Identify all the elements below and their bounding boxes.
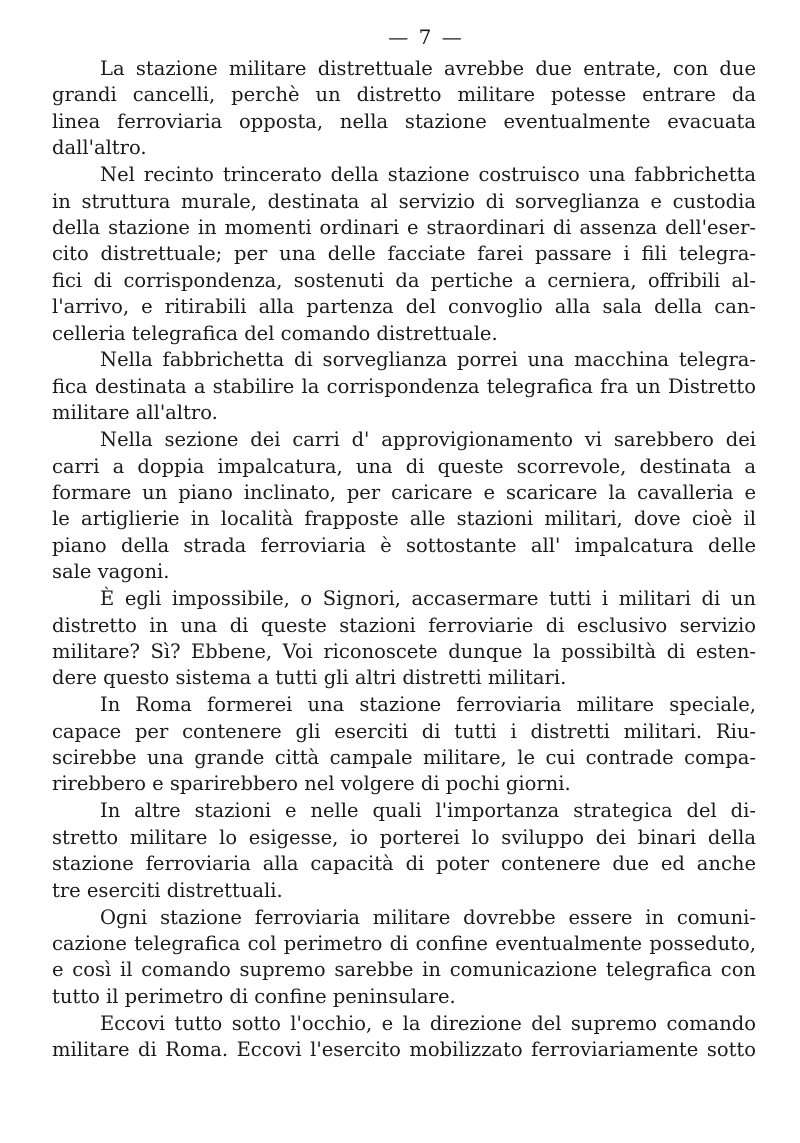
- paragraph: [52, 347, 756, 426]
- page-number: — 7 —: [388, 25, 464, 49]
- paragraph: [52, 586, 756, 692]
- text-line: Nella sezione dei carri d' approvigionamento vi sarebbero dei: [100, 428, 756, 452]
- text-line: distretto in una di queste stazioni ferroviarie di esclusivo servizio: [52, 613, 756, 637]
- text-line: grandi cancelli, perchè un distretto militare potesse entrare da: [52, 83, 756, 107]
- text-line: stretto militare lo esigesse, io porterei lo sviluppo dei binari della: [52, 825, 756, 849]
- text-line: È egli impossibile, o Signori, accasermare tutti i militari di un: [100, 587, 756, 611]
- text-line: rirebbero e sparirebbero nel volgere di pochi giorni.: [52, 772, 571, 796]
- text-line: cazione telegrafica col perimetro di confine eventualmente posseduto,: [52, 931, 756, 955]
- text-line: In Roma formerei una stazione ferroviaria militare speciale,: [100, 693, 756, 717]
- paragraph: [52, 798, 756, 904]
- text-line: e così il comando supremo sarebbe in comunicazione telegrafica con: [52, 958, 756, 982]
- paragraph: [52, 905, 756, 1011]
- text-line: Nella fabbrichetta di sorveglianza porrei una macchina telegra-: [100, 348, 756, 372]
- text-line: militare? Sì? Ebbene, Voi riconoscete dunque la possibiltà di esten-: [52, 639, 756, 663]
- text-line: dall'altro.: [52, 136, 147, 160]
- text-line: Eccovi tutto sotto l'occhio, e la direzione del supremo comando: [100, 1011, 756, 1035]
- paragraph: [52, 162, 756, 347]
- text-line: La stazione militare distrettuale avrebbe due entrate, con due: [100, 57, 756, 80]
- text-line: Nel recinto trincerato della stazione costruisco una fabbrichetta: [100, 163, 756, 187]
- text-line: formare un piano inclinato, per caricare e scaricare la cavalleria e: [52, 481, 756, 504]
- text-line: In altre stazioni e nelle quali l'importanza strategica del di-: [100, 799, 756, 823]
- paragraph: [52, 692, 756, 798]
- text-line: cito distrettuale; per una delle facciate farei passare i fili telegra-: [52, 242, 756, 266]
- text-line: della stazione in momenti ordinari e straordinari di assenza dell'eser-: [52, 215, 756, 239]
- text-line: tre eserciti distrettuali.: [52, 878, 283, 902]
- text-line: dere questo sistema a tutti gli altri distretti militari.: [52, 666, 567, 690]
- paragraph: [52, 1011, 756, 1064]
- text-line: l'arrivo, e ritirabili alla partenza del convoglio alla sala della can-: [52, 295, 756, 319]
- text-line: tutto il perimetro di confine peninsulare.: [52, 984, 456, 1008]
- text-line: Ogni stazione ferroviaria militare dovrebbe essere in comuni-: [100, 905, 756, 929]
- text-line: capace per contenere gli eserciti di tutti i distretti militari. Riu-: [52, 719, 756, 743]
- text-line: le artiglierie in località frapposte alle stazioni militari, dove cioè il: [52, 507, 756, 531]
- text-line: linea ferroviaria opposta, nella stazione eventualmente evacuata: [52, 109, 756, 133]
- text-line: stazione ferroviaria alla capacità di poter contenere due ed anche: [52, 852, 756, 876]
- body-text: [52, 56, 756, 1063]
- text-line: militare di Roma. Eccovi l'esercito mobilizzato ferroviariamente sotto: [52, 1038, 756, 1062]
- text-line: in struttura murale, destinata al servizio di sorveglianza e custodia: [52, 189, 756, 213]
- text-line: scirebbe una grande città campale militare, le cui contrade compa-: [52, 746, 756, 770]
- paragraph: [52, 56, 756, 162]
- paragraph: [52, 427, 756, 585]
- document-page: [52, 22, 756, 1063]
- text-line: carri a doppia impalcatura, una di queste scorrevole, destinata a: [52, 454, 756, 478]
- text-line: fica destinata a stabilire la corrispondenza telegrafica fra un Distretto: [52, 374, 756, 398]
- text-line: celleria telegrafica del comando distrettuale.: [52, 321, 498, 345]
- text-line: sale vagoni.: [52, 560, 170, 584]
- text-line: militare all'altro.: [52, 401, 218, 425]
- text-line: fici di corrispondenza, sostenuti da pertiche a cerniera, offribili al-: [52, 268, 756, 292]
- text-line: piano della strada ferroviaria è sottostante all' impalcatura delle: [52, 533, 756, 557]
